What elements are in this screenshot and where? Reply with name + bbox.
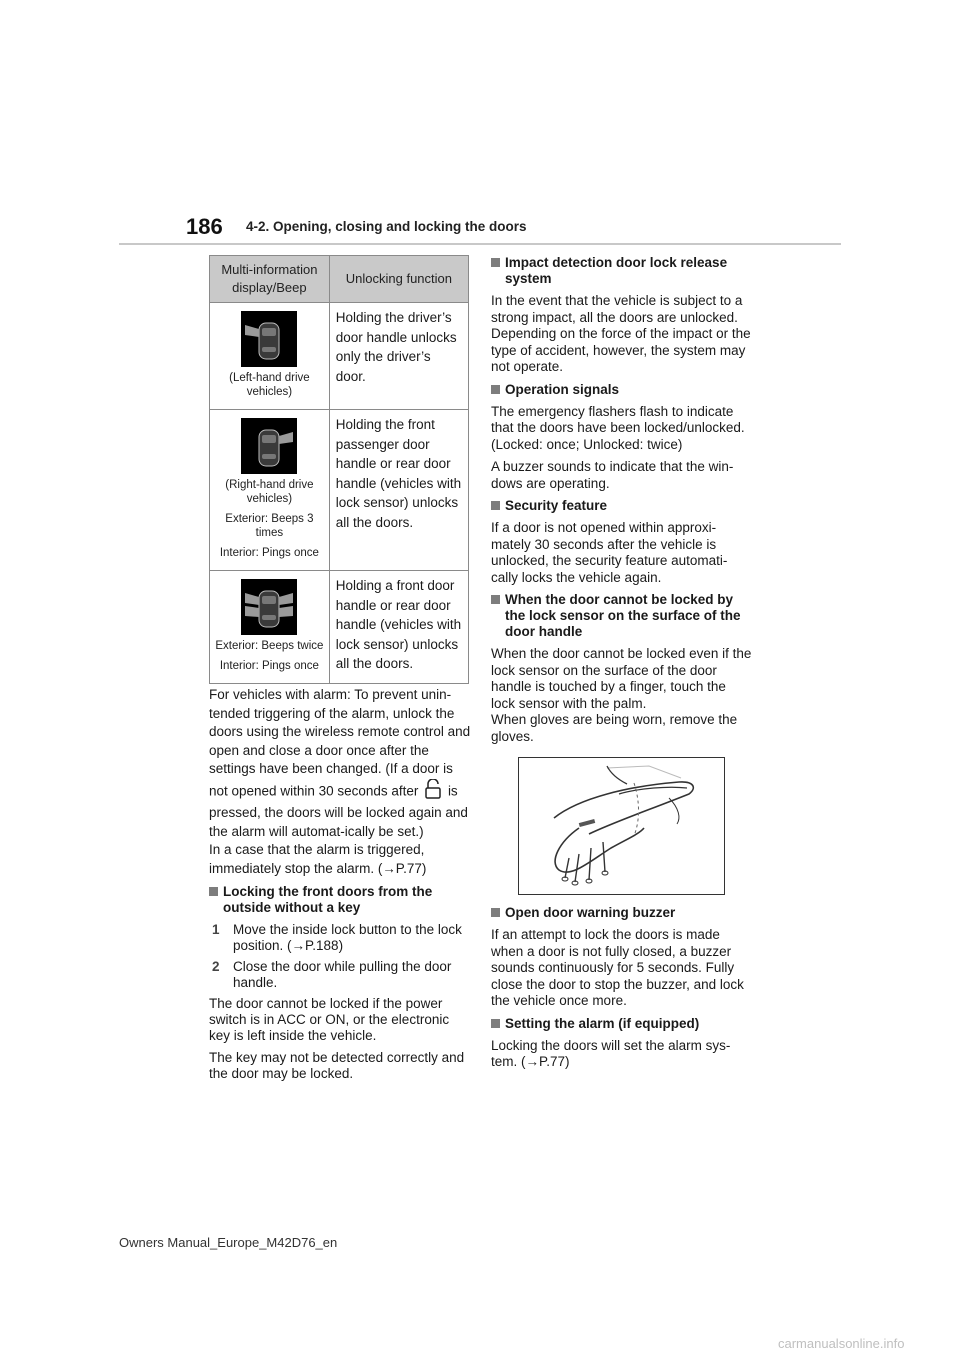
column-header-display-line2: display/Beep <box>232 280 307 295</box>
car-passenger-door-open-icon <box>241 418 297 474</box>
right-column <box>491 255 753 1077</box>
step-number: 2 <box>212 959 220 974</box>
operation-signals-heading: Operation signals <box>491 382 753 398</box>
table-header-row <box>210 256 469 303</box>
unlocking-function-table <box>209 255 469 684</box>
car-all-doors-open-icon <box>241 579 297 635</box>
impact-detection-text: In the event that the vehicle is subject to a strong impact, all the doors are unlocked. Depending on the force of the impact or the type of accident, however, the system may not operate. <box>491 293 751 374</box>
lock-sensor-text-2: When gloves are being worn, remove the gloves. <box>491 712 738 744</box>
step-text: Move the inside lock button to the lock position. (→P.188) <box>233 922 462 953</box>
display-cell <box>210 571 330 684</box>
column-header-display-line1: Multi-information <box>221 262 318 277</box>
display-cell <box>210 303 330 410</box>
unlock-icon <box>424 779 442 805</box>
impact-detection-heading: Impact detection door lock release system <box>491 255 753 287</box>
right-hand-drive-caption: (Right-hand drive vehicles) <box>225 479 314 505</box>
column-header-function: Unlocking function <box>329 256 468 303</box>
column-header-display <box>210 256 330 303</box>
locking-without-key-heading: Locking the front doors from the outside without a key <box>209 884 471 916</box>
table-row <box>210 571 469 684</box>
table-row <box>210 410 469 571</box>
car-driver-door-open-icon <box>241 311 297 367</box>
display-cell <box>210 410 330 571</box>
lock-sensor-heading: When the door cannot be locked by the lock sensor on the surface of the door handle <box>491 592 753 640</box>
left-column <box>209 686 471 1088</box>
function-text: Holding a front door handle or rear door handle (vehicles with lock sensor) unlocks all the doors. <box>329 571 468 684</box>
step-text: Close the door while pulling the door handle. <box>233 959 452 990</box>
section-title: 4-2. Opening, closing and locking the doors <box>246 219 527 234</box>
step-number: 1 <box>212 922 220 937</box>
left-hand-drive-caption: (Left-hand drive vehicles) <box>229 372 310 398</box>
setting-alarm-heading: Setting the alarm (if equipped) <box>491 1016 753 1032</box>
exterior-beep-text: Exterior: Beeps twice <box>215 640 324 652</box>
operation-signals-text: The emergency flashers flash to indicate that the doors have been locked/unlocked. (Locked: once; Unlocked: twice) <box>491 403 745 452</box>
alarm-paragraph <box>209 686 471 878</box>
alarm-text-part3: In a case that the alarm is triggered, immediately stop the alarm. (→P.77) <box>209 842 427 876</box>
security-feature-heading: Security feature <box>491 498 753 514</box>
alarm-text-part2: is pressed, the doors will be locked again and the alarm will automat-ically be set.) <box>209 782 468 839</box>
lock-sensor-text-1: When the door cannot be locked even if the lock sensor on the surface of the door handle is touched by a finger, touch the lock sensor with the palm. <box>491 646 752 711</box>
alarm-text-part1: For vehicles with alarm: To prevent unin-tended triggering of the alarm, unlock the doors using the wireless remote control and open and close a door once after the settings have been changed. (If a door is not opened within 30 seconds after <box>209 687 471 798</box>
lock-sensor-text <box>491 646 753 745</box>
interior-ping-text: Interior: Pings once <box>219 547 319 559</box>
key-detection-paragraph: The key may not be detected correctly and the door may be locked. <box>209 1050 465 1081</box>
page-number: 186 <box>186 214 223 239</box>
step-item <box>209 922 471 954</box>
table-row <box>210 303 469 410</box>
step-item <box>209 959 471 991</box>
function-text: Holding the driver’s door handle unlocks only the driver’s door. <box>329 303 468 410</box>
power-switch-paragraph: The door cannot be locked if the power switch is in ACC or ON, or the electronic key is left inside the vehicle. <box>209 996 450 1043</box>
interior-ping-text: Interior: Pings once <box>219 660 319 672</box>
function-text: Holding the front passenger door handle or rear door handle (vehicles with lock sensor) unlocks all the doors. <box>329 410 468 571</box>
window-buzzer-text: A buzzer sounds to indicate that the win-dows are operating. <box>491 459 734 491</box>
exterior-beep-text: Exterior: Beeps 3 times <box>225 513 314 539</box>
watermark: carmanualsonline.info <box>778 1336 905 1351</box>
header-divider <box>119 243 841 245</box>
open-door-buzzer-text: If an attempt to lock the doors is made when a door is not fully closed, a buzzer sounds continuously for 5 seconds. Fully close the door to stop the buzzer, and lock the vehicle once more. <box>491 927 744 1008</box>
manual-name-footer: Owners Manual_Europe_M42D76_en <box>119 1235 338 1250</box>
setting-alarm-text: Locking the doors will set the alarm sys-tem. (→P.77) <box>491 1037 731 1069</box>
open-door-buzzer-heading: Open door warning buzzer <box>491 905 753 921</box>
security-feature-text: If a door is not opened within approxi-mately 30 seconds after the vehicle is unlocked, the security feature automati-cally locks the vehicle again. <box>491 520 728 585</box>
hand-on-door-handle-illustration <box>518 757 725 895</box>
